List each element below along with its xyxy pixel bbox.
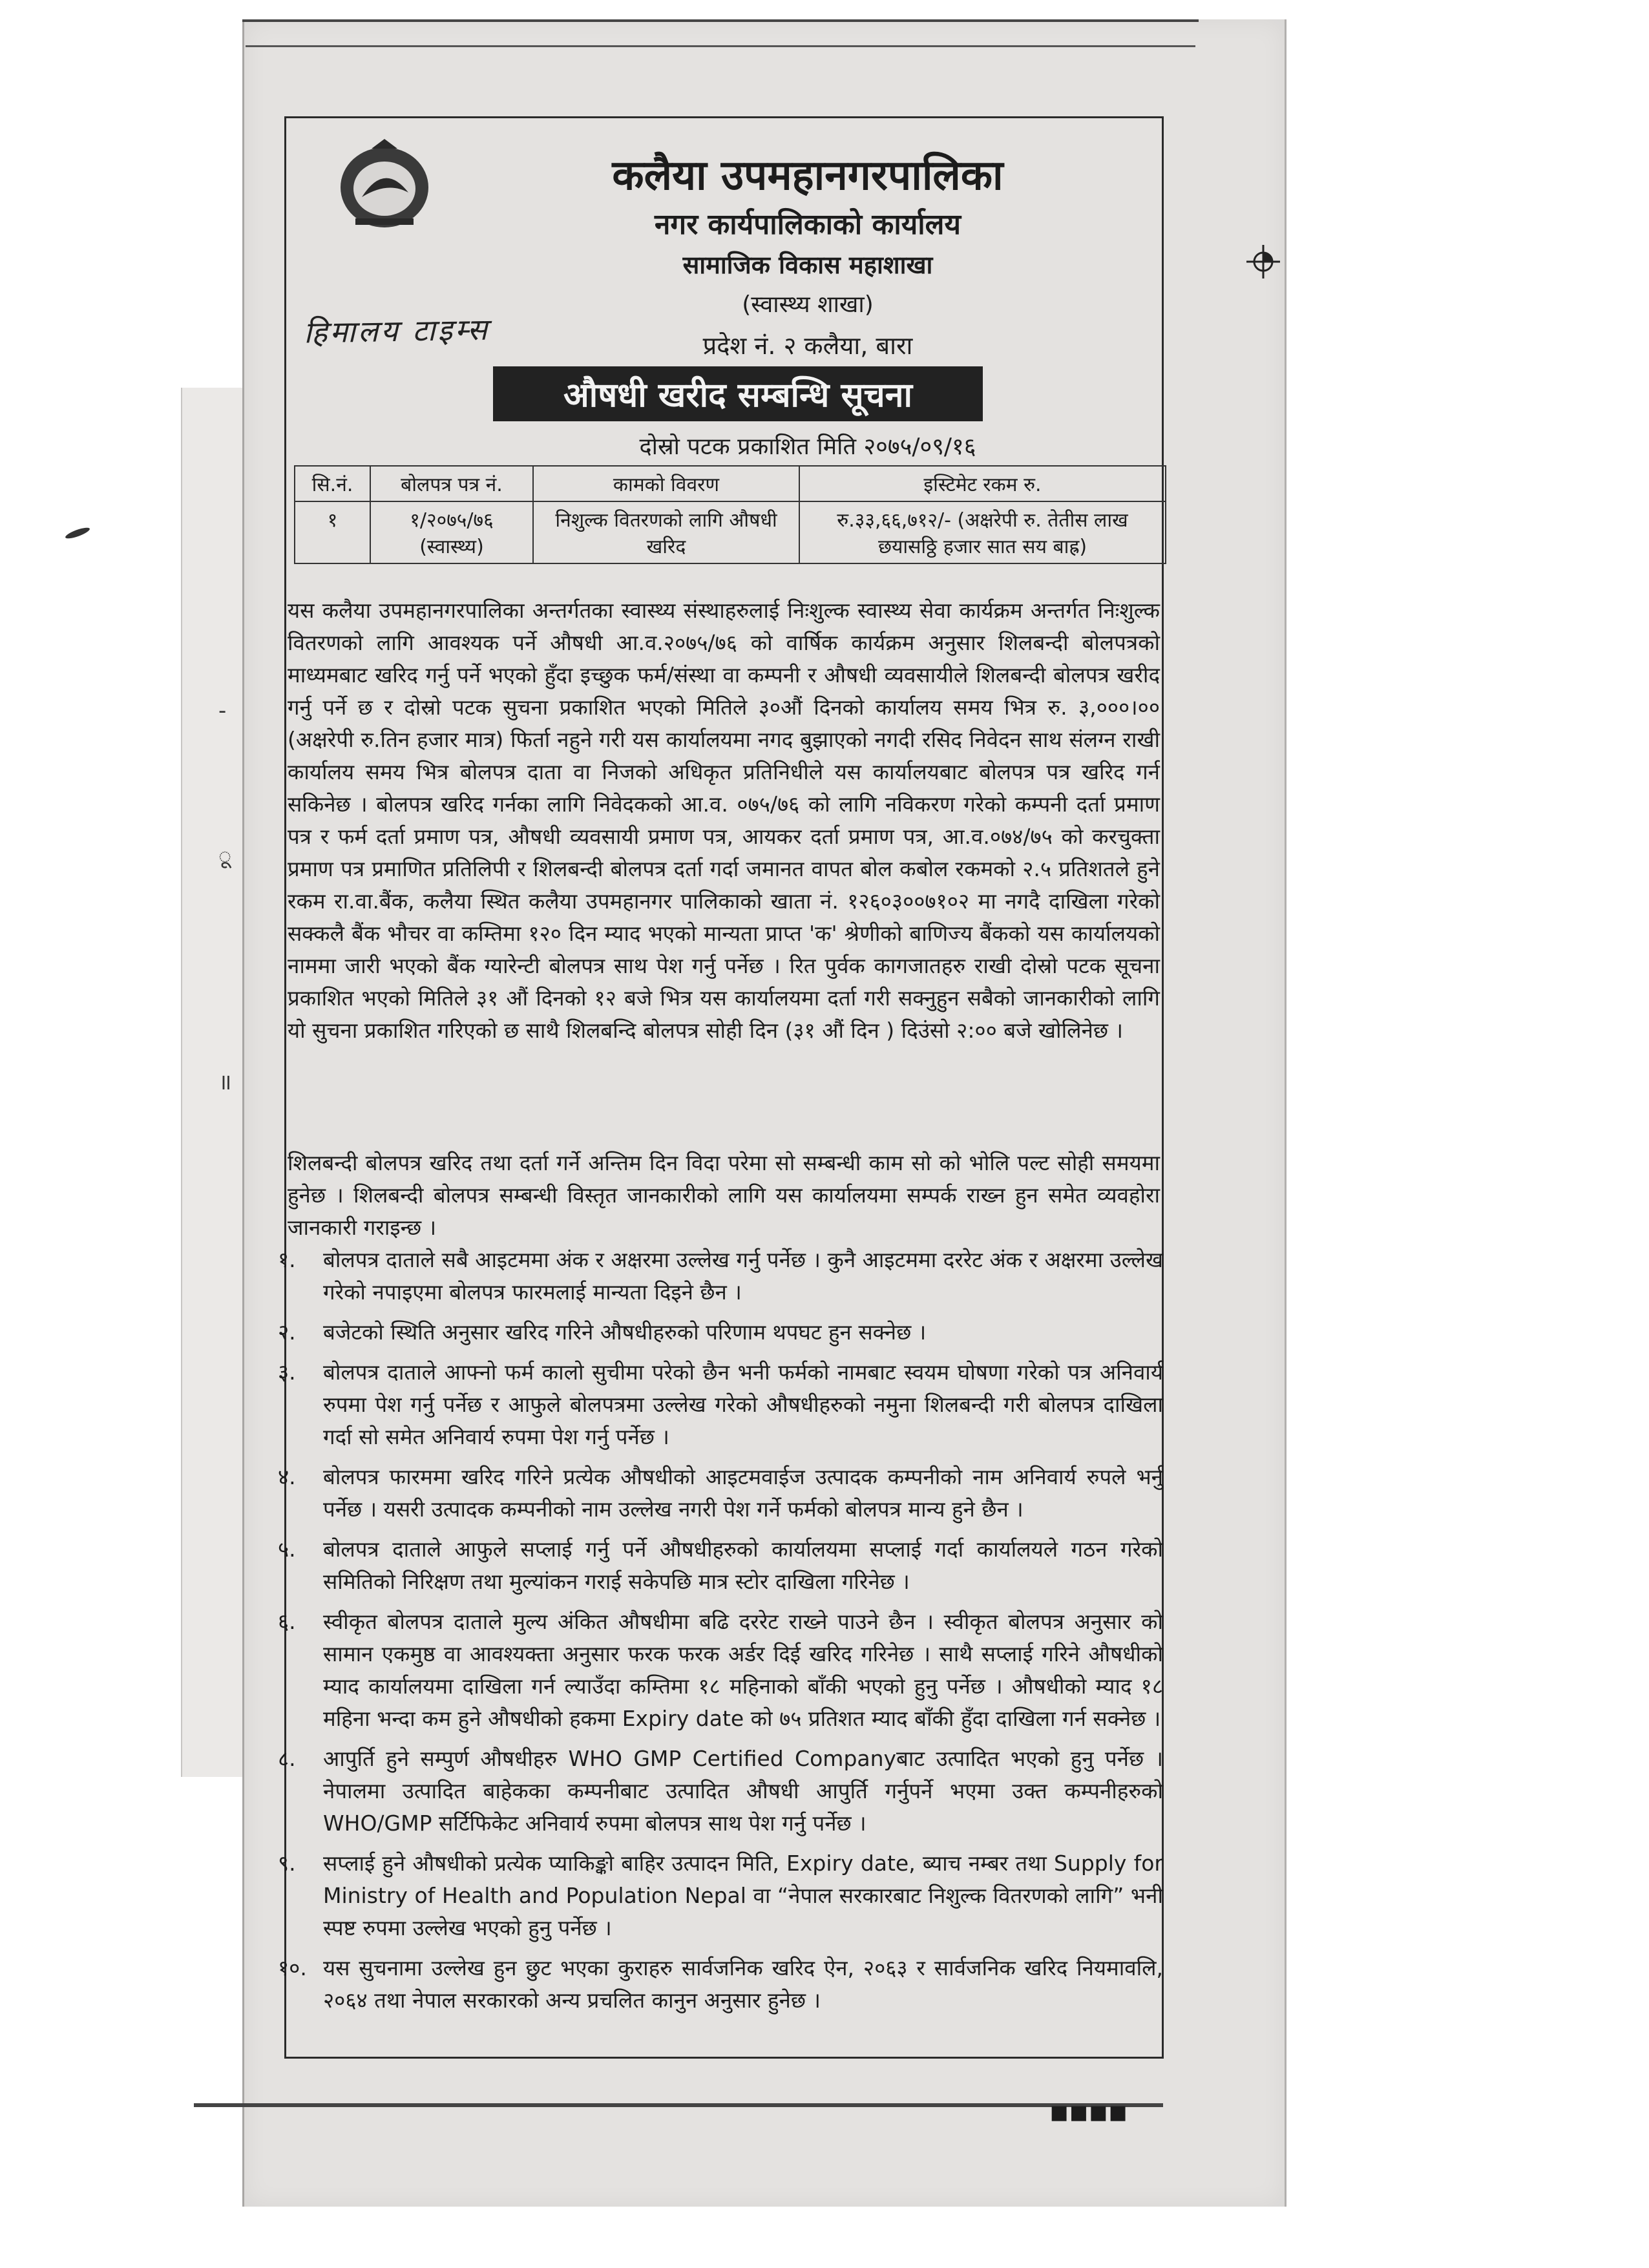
margin-mark: ॥: [218, 1069, 232, 1095]
item-text: बोलपत्र दाताले सबै आइटममा अंक र अक्षरमा उल्लेख गर्नु पर्नेछ । कुनै आइटममा दररेट अंक र अक्षरमा उल्लेख गरेको नपाइएमा बोलपत्र फारमलाई मान्यता दिइने छैन ।: [323, 1247, 1163, 1305]
division-name: सामाजिक विकास महाशाखा: [682, 251, 933, 279]
margin-mark: ू: [218, 843, 232, 869]
item-number: १०.: [278, 1955, 307, 1980]
item-text: सप्लाई हुने औषधीको प्रत्येक प्याकिङ्को बाहिर उत्पादन मिति, Expiry date, ब्याच नम्बर तथा Supply for Ministry of Health and Population Nepal वा “नेपाल सरकारबाट निशुल्क वितरणको लागि” भनी स्पष्ट रुपमा उल्लेख भएको हुनु पर्नेछ ।: [323, 1851, 1163, 1940]
column-header: बोलपत्र पत्र नं.: [370, 466, 533, 501]
office-location: प्रदेश नं. २ कलैया, बारा: [702, 331, 913, 360]
column-header: कामको विवरण: [533, 466, 799, 501]
item-number: १.: [278, 1247, 296, 1272]
item-number: ८.: [278, 1746, 296, 1771]
list-item: [278, 1356, 1163, 1453]
item-text: बजेटको स्थिति अनुसार खरिद गरिने औषधीहरुको परिणाम थपघट हुन सक्नेछ ।: [323, 1319, 927, 1345]
serial-cell: १: [295, 501, 370, 563]
bid-number-cell: [370, 501, 533, 563]
bid-number: १/२०७५/७६: [410, 509, 494, 532]
top-divider: [242, 19, 1199, 22]
item-text: आपुर्ति हुने सम्पुर्ण औषधीहरु WHO GMP Certified Companyबाट उत्पादित भएको हुनु पर्नेछ । नेपालमा उत्पादित बाहेकका कम्पनीबाट उत्पादित औषधी आपुर्ति गर्नुपर्ने भएमा उक्त कम्पनीहरुको WHO/GMP सर्टिफिकेट अनिवार्य रुपमा बोलपत्र साथ पेश गर्नु पर्नेछ ।: [323, 1746, 1163, 1836]
column-header: इस्टिमेट रकम रु.: [799, 466, 1166, 501]
item-text: बोलपत्र दाताले आफुले सप्लाई गर्नु पर्ने औषधीहरुको कार्यालयमा सप्लाई गर्दा कार्यालयले गठन गरेको समितिको निरिक्षण तथा मुल्यांकन गराई सकेपछि मात्र स्टोर दाखिला गरिनेछ ।: [323, 1537, 1163, 1594]
table-row: [295, 501, 1166, 563]
nepal-emblem-icon: [336, 136, 433, 233]
handwritten-note: हिमालय टाइम्स: [303, 311, 490, 350]
closing-paragraph: शिलबन्दी बोलपत्र खरिद तथा दर्ता गर्ने अन्तिम दिन विदा परेमा सो सम्बन्धी काम सो को भोलि पल्ट सोही समयमा हुनेछ । शिलबन्दी बोलपत्र सम्बन्धी विस्तृत जानकारीको लागि यस कार्यालयमा सम्पर्क राख्न हुन समेत व्यवहोरा जानकारी गराइन्छ ।: [288, 1150, 1160, 1240]
margin-mark: -: [218, 698, 227, 724]
item-number: ४.: [278, 1464, 296, 1489]
column-header: सि.नं.: [295, 466, 370, 501]
notice-title: औषधी खरीद सम्बन्धि सूचना: [493, 366, 983, 421]
bid-category: (स्वास्थ्य): [419, 536, 484, 558]
main-paragraph: यस कलैया उपमहानगरपालिका अन्तर्गतका स्वास्थ्य संस्थाहरुलाई निःशुल्क स्वास्थ्य सेवा कार्यक्रम अन्तर्गत निःशुल्क वितरणको लागि आवश्यक पर्ने औषधी आ.व.२०७५/७६ को वार्षिक कार्यक्रम अनुसार शिलबन्दी बोलपत्रको माध्यमबाट खरिद गर्नु पर्ने भएको हुँदा इच्छुक फर्म/संस्था वा कम्पनी र औषधी व्यवसायीले शिलबन्दी बोलपत्र खरीद गर्नु पर्ने छ र दोस्रो पटक सुचना प्रकाशित भएको मितिले ३०औं दिनको कार्यालय समय भित्र रु. ३,०००।०० (अक्षरेपी रु.तिन हजार मात्र) फिर्ता नहुने गरी यस कार्यालयमा नगद बुझाएको नगदी रसिद निवेदन साथ संलग्न राखी कार्यालय समय भित्र बोलपत्र दाता वा निजको अधिकृत प्रतिनिधीले यस कार्यालयबाट बोलपत्र पत्र खरिद गर्न सकिनेछ । बोलपत्र खरिद गर्नका लागि निवेदकको आ.व. ०७५/७६ को लागि नविकरण गरेको कम्पनी दर्ता प्रमाण पत्र र फर्म दर्ता प्रमाण पत्र, औषधी व्यवसायी प्रमाण पत्र, आयकर दर्ता प्रमाण पत्र, आ.व.०७४/७५ को करचुक्ता प्रमाण पत्र प्रमाणित प्रतिलिपी र शिलबन्दी बोलपत्र दर्ता गर्दा जमानत वापत बोल कबोल रकमको २.५ प्रतिशतले हुने रकम रा.वा.बैंक, कलैया स्थित कलैया उपमहानगर पालिकाको खाता नं. १२६०३००७१०२ मा नगदै दाखिला गरेको सक्कलै बैंक भौचर वा कम्तिमा १२० दिन म्याद भएको मान्यता प्राप्त 'क' श्रेणीको बाणिज्य बैंकको यस कार्यालयको नाममा जारी भएको बैंक ग्यारेन्टी बोलपत्र साथ पेश गर्नु पर्नेछ । रित पुर्वक कागजातहरु राखी दोस्रो पटक सूचना प्रकाशित भएको मितिले ३१ औं दिनको १२ बजे भित्र यस कार्यालयमा दर्ता गरी सक्नुहुन सबैको जानकारीको लागि यो सुचना प्रकाशित गरिएको छ साथै शिलबन्दि बोलपत्र सोही दिन (३१ औं दिन ) दिउंसो २:०० बजे खोलिनेछ ।: [288, 598, 1160, 1043]
list-item: [278, 1244, 1163, 1308]
tender-table: [294, 465, 1166, 564]
item-number: २.: [278, 1319, 296, 1345]
item-text: स्वीकृत बोलपत्र दाताले मुल्य अंकित औषधीमा बढि दररेट राख्ने पाउने छैन । स्वीकृत बोलपत्र अनुसार को सामान एकमुष्ठ वा आवश्यक्ता अनुसार फरक फरक अर्डर दिई खरिद गरिनेछ । साथै सप्लाई गरिने औषधीको म्याद कार्यालयमा दाखिला गर्न ल्याउँदा कम्तिमा १८ महिनाको बाँकी भएको हुनु पर्नेछ । औषधीको म्याद १८ महिना भन्दा कम हुने औषधीको हकमा Expiry date को ७५ प्रतिशत म्याद बाँकी हुँदा दाखिला गर्न सक्नेछ ।: [323, 1609, 1163, 1731]
bottom-divider: [194, 2103, 1163, 2107]
publish-date: दोस्रो पटक प्रकाशित मिति २०७५/०९/१६: [639, 434, 976, 460]
amount-cell: रु.३३,६६,७१२/- (अक्षरेपी रु. तेतीस लाख छयासठ्ठि हजार सात सय बाह्र): [799, 501, 1166, 563]
municipality-name: कलैया उपमहानगरपालिका: [612, 151, 1003, 200]
office-name: नगर कार्यपालिकाको कार्यालय: [655, 208, 961, 241]
item-text: यस सुचनामा उल्लेख हुन छुट भएका कुराहरु सार्वजनिक खरिद ऐन, २०६३ र सार्वजनिक खरिद नियमावलि, २०६४ तथा नेपाल सरकारको अन्य प्रचलित कानुन अनुसार हुनेछ ।: [323, 1955, 1163, 2013]
item-text: बोलपत्र फारममा खरिद गरिने प्रत्येक औषधीको आइटमवाईज उत्पादक कम्पनीको नाम अनिवार्य रुपले भर्नु पर्नेछ । यसरी उत्पादक कम्पनीको नाम उल्लेख नगरी पेश गर्ने फर्मको बोलपत्र मान्य हुने छैन ।: [323, 1464, 1163, 1522]
item-number: ३.: [278, 1360, 296, 1385]
list-item: [278, 1743, 1163, 1840]
list-item: [278, 1316, 1163, 1349]
list-item: [278, 1533, 1163, 1598]
footer-marks: ■■■■: [1050, 2101, 1129, 2124]
ink-speck: [64, 525, 90, 540]
item-number: ६.: [278, 1609, 296, 1634]
crosshair-icon: [1244, 242, 1283, 281]
table-header-row: [295, 466, 1166, 501]
item-number: ५.: [278, 1537, 296, 1562]
description-cell: निशुल्क वितरणको लागि औषधी खरिद: [533, 501, 799, 563]
item-number: ९.: [278, 1851, 296, 1876]
list-item: [278, 1606, 1163, 1735]
item-text: बोलपत्र दाताले आफ्नो फर्म कालो सुचीमा परेको छैन भनी फर्मको नामबाट स्वयम घोषणा गरेको पत्र अनिवार्य रुपमा पेश गर्नु पर्नेछ र आफुले बोलपत्रमा उल्लेख गरेको औषधीहरुको नमुना शिलबन्दी गरी बोलपत्र दाखिला गर्दा सो समेत अनिवार्य रुपमा पेश गर्नु पर्नेछ ।: [323, 1360, 1163, 1449]
top-divider-secondary: [246, 45, 1195, 47]
conditions-list: [278, 1244, 1163, 2024]
list-item: [278, 1461, 1163, 1526]
list-item: [278, 1952, 1163, 2017]
branch-name: (स्वास्थ्य शाखा): [742, 291, 874, 318]
list-item: [278, 1847, 1163, 1944]
